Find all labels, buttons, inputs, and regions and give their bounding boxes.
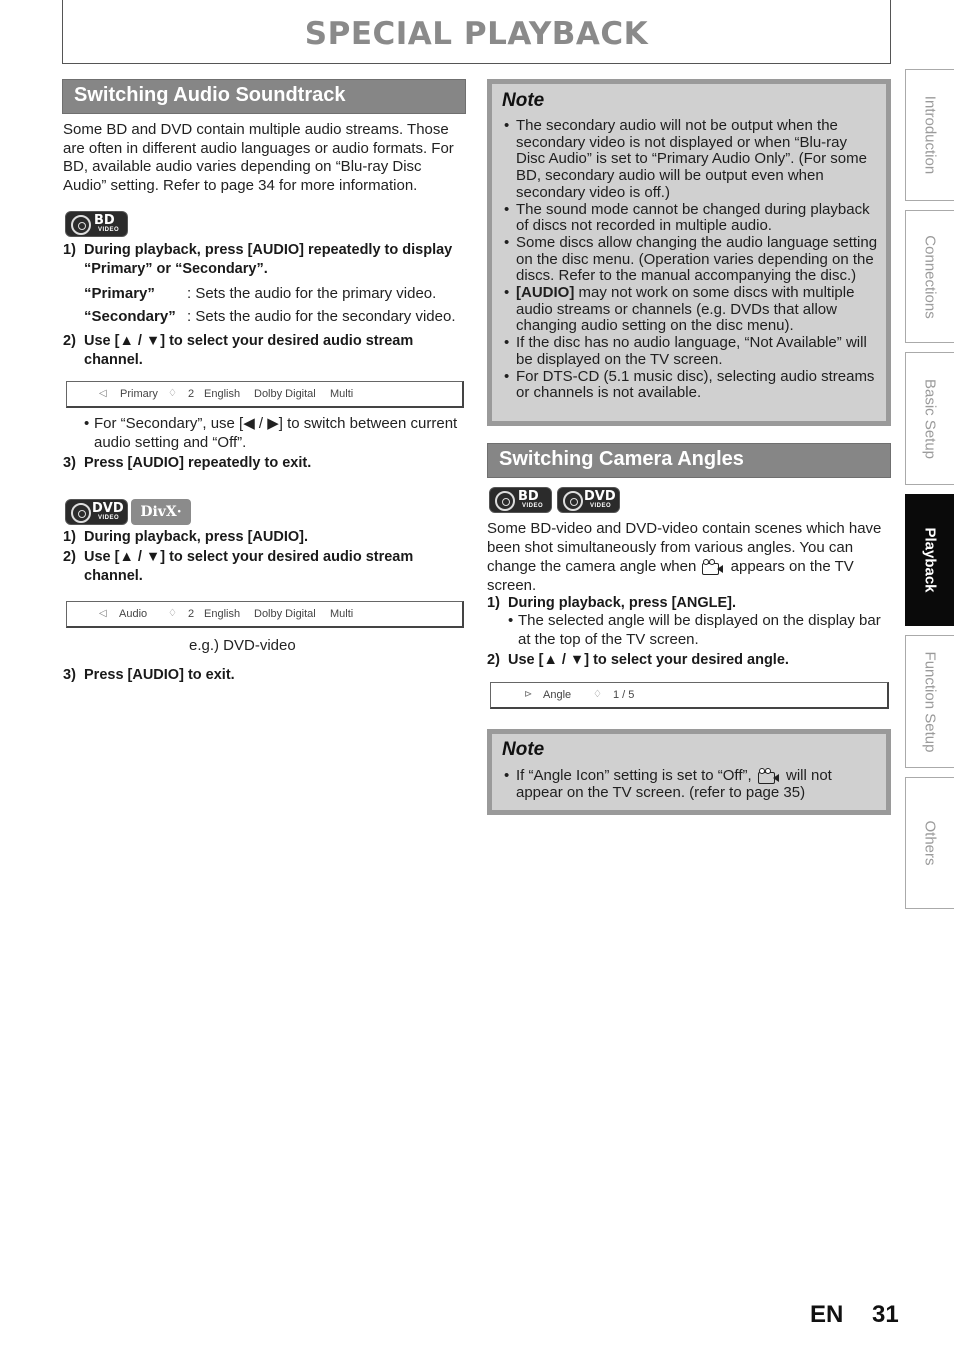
osd-angle-value: 1 / 5 [613,689,635,701]
speaker-icon: ◁ [99,388,107,399]
tab-playback[interactable]: Playback [905,494,954,626]
angle-step-1: 1) During playback, press [ANGLE]. [487,595,737,611]
tab-others[interactable]: Others [905,777,954,909]
osd-audio-label: Primary [120,388,158,400]
angle-note-list [502,768,880,801]
camera-angle-icon [758,768,780,782]
osd-audio-channel: Multi [330,608,354,620]
audio-section-heading-bar [62,79,466,114]
audio-bd-step-3: 3) Press [AUDIO] repeatedly to exit. [63,455,312,471]
note-item: • The sound mode cannot be changed during playback of discs not recorded in multiple audio. [502,202,880,235]
dvd-video-logo: DVD VIDEO [557,487,620,513]
osd-audio-format: Dolby Digital [254,388,316,400]
primary-term: “Primary” [84,285,155,302]
audio-bd-step-1: 1) During playback, press [AUDIO] repeatedly to display “Primary” or “Secondary”. [63,242,453,277]
audio-secondary-bullet: • For “Secondary”, use [◀ / ▶] to switch between current audio setting and “Off”. [84,415,458,451]
osd-bd-audio-bar [66,381,464,408]
angle-section-heading: Switching Camera Angles [499,448,744,470]
secondary-desc: : Sets the audio for the secondary video. [187,308,456,325]
note-item: • [AUDIO] may not work on some discs with multiple audio streams or channels (e.g. DVDs that allow changing audio setting on the disc menu). [502,285,880,335]
audio-dvd-step-3: 3) Press [AUDIO] to exit. [63,667,235,683]
disc-icon [495,491,515,511]
osd-angle-bar [490,682,889,709]
osd-audio-channel: Multi [330,388,354,400]
angle-icon: ⊳ [524,689,533,700]
note-item: • If the disc has no audio language, “Not Available” will be displayed on the TV screen. [502,335,880,368]
disc-icon [563,491,583,511]
note-item: • If “Angle Icon” setting is set to “Off”, will not appear on the TV screen. (refer to page 35) [502,768,880,801]
note-item: • The secondary audio will not be output when the secondary video is not displayed or when “Blu-ray Disc Audio” is set to “Primary Audio Only”. (For some BD, secondary audio will be output even when secondary video is off.) [502,118,880,202]
audio-intro: Some BD and DVD contain multiple audio streams. Those are often in different audio languages or audio formats. For BD, available audio varies depending on “Blu-ray Disc Audio” setting. Refer to page 34 for more information. [63,121,454,194]
up-down-arrows-icon: ♢ [168,608,177,619]
angle-section-heading-bar [487,443,891,478]
up-down-arrows-icon: ♢ [168,388,177,399]
tab-function-setup[interactable]: Function Setup [905,635,954,768]
divx-logo: DivX· [131,499,191,525]
speaker-icon: ◁ [99,608,107,619]
disc-icon [71,503,91,523]
disc-icon [71,215,91,235]
osd-angle-label: Angle [543,689,572,701]
page-number: 31 [872,1301,899,1328]
audio-section-heading: Switching Audio Soundtrack [74,84,346,106]
osd-audio-language: English [204,388,241,400]
osd-audio-number: 2 [188,388,195,400]
note-title: Note [502,739,545,760]
camera-angle-icon [702,559,724,573]
up-down-arrows-icon: ♢ [593,689,602,700]
audio-note-box [487,79,891,426]
angle-step-2: 2) Use [▲ / ▼] to select your desired angle. [487,652,789,668]
angle-display-bullet: • The selected angle will be displayed on the display bar at the top of the TV screen. [508,612,881,648]
bd-video-logo: BD VIDEO [489,487,552,513]
bd-video-logo: BD VIDEO [65,211,128,237]
audio-note-list [502,118,880,402]
audio-dvd-step-2: 2) Use [▲ / ▼] to select your desired audio stream channel. [63,549,414,584]
tab-connections[interactable]: Connections [905,210,954,343]
osd-audio-label: Audio [119,608,148,620]
audio-bd-step-2: 2) Use [▲ / ▼] to select your desired audio stream channel. [63,333,414,368]
tab-basic-setup[interactable]: Basic Setup [905,352,954,485]
osd-audio-language: English [204,608,241,620]
audio-dvd-step-1: 1) During playback, press [AUDIO]. [63,529,308,545]
secondary-term: “Secondary” [84,308,176,325]
osd-audio-number: 2 [188,608,195,620]
page-title-box [62,0,891,64]
angle-intro: Some BD-video and DVD-video contain scenes which have been shot simultaneously from various angles. You can change the camera angle when appears on the TV screen. [487,520,882,594]
footer-language: EN [810,1301,844,1328]
dvd-example-caption: e.g.) DVD-video [189,637,296,654]
note-item: • Some discs allow changing the audio language setting on the disc menu. (Operation varies depending on the discs. Refer to the manual accompanying the disc.) [502,235,880,285]
dvd-video-logo: DVD VIDEO [65,499,128,525]
audio-key-label: [AUDIO] [516,284,575,302]
angle-note-box [487,729,891,815]
tab-introduction[interactable]: Introduction [905,69,954,201]
note-title: Note [502,90,545,111]
osd-dvd-audio-bar [66,601,464,628]
osd-audio-format: Dolby Digital [254,608,316,620]
primary-desc: : Sets the audio for the primary video. [187,285,437,302]
note-item: • For DTS-CD (5.1 music disc), selecting audio streams or channels is not available. [502,369,880,402]
page-title: SPECIAL PLAYBACK [304,16,649,52]
